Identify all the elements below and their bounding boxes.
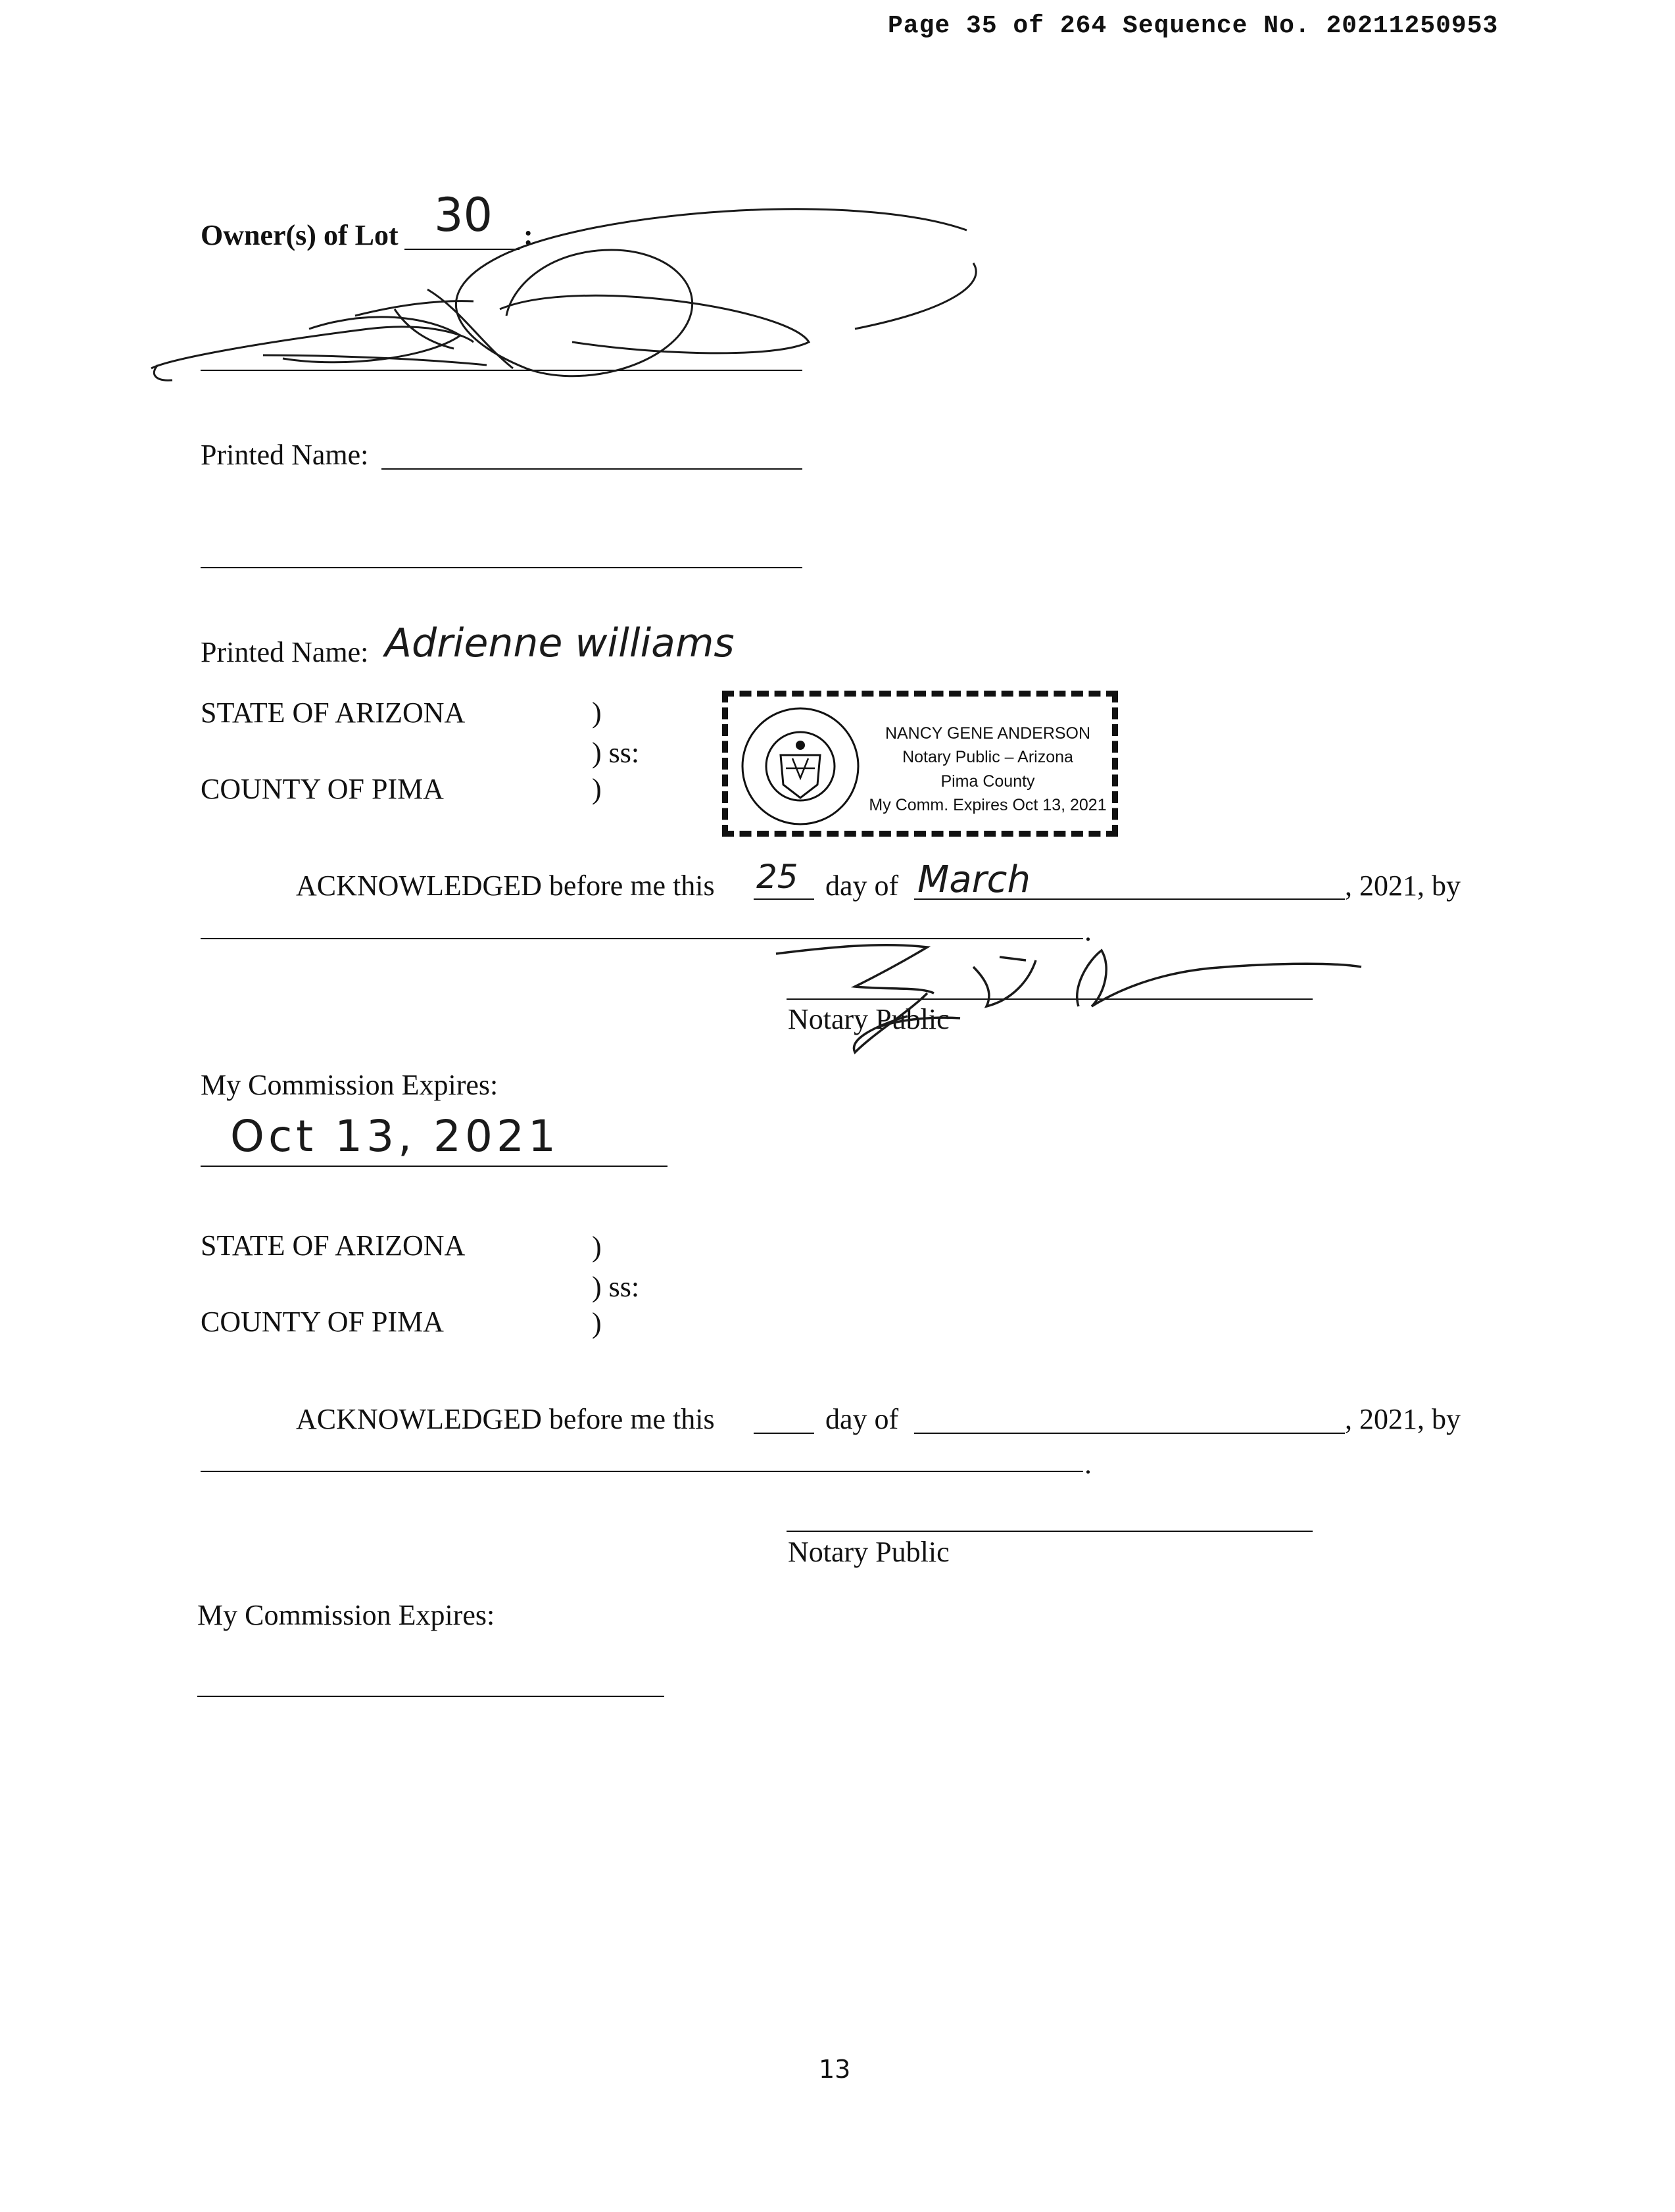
stamp-county: Pima County	[940, 772, 1035, 791]
day-value-handwritten: 25	[756, 858, 798, 896]
month-value-handwritten: March	[917, 858, 1031, 901]
page-header: Page 35 of 264 Sequence No. 20211250953	[888, 12, 1499, 40]
day-of-label-2: day of	[825, 1403, 899, 1435]
printed-name-label-2: Printed Name:	[201, 636, 369, 668]
lot-number-handwritten: 30	[434, 188, 493, 242]
day-line-2	[754, 1433, 814, 1434]
state-label-1: STATE OF ARIZONA	[201, 697, 466, 729]
period-1: .	[1084, 915, 1092, 947]
owner-lot-colon: :	[523, 219, 533, 251]
state-label-2: STATE OF ARIZONA	[201, 1229, 466, 1262]
page-number: 13	[819, 2055, 851, 2084]
notary-signature-line-2	[787, 1531, 1313, 1532]
commission-label-1: My Commission Expires:	[201, 1069, 498, 1101]
year-by-1: , 2021, by	[1345, 870, 1461, 902]
month-line-2	[914, 1433, 1345, 1434]
paren-bottom-2: )	[592, 1307, 602, 1339]
notary-public-label-1: Notary Public	[788, 1003, 950, 1035]
ss-label-2: ) ss:	[592, 1271, 640, 1303]
commission-value-handwritten: Oct 13, 2021	[230, 1111, 560, 1162]
owner-lot-label: Owner(s) of Lot	[201, 219, 399, 251]
year-by-2: , 2021, by	[1345, 1403, 1461, 1435]
period-2: .	[1084, 1448, 1092, 1480]
acknowledged-by-line-2	[201, 1471, 1083, 1472]
commission-label-2: My Commission Expires:	[197, 1599, 495, 1631]
commission-line-2	[197, 1696, 664, 1697]
paren-top-2: )	[592, 1231, 602, 1263]
printed-name-label-1: Printed Name:	[201, 439, 369, 471]
stamp-notary-name: NANCY GENE ANDERSON	[885, 724, 1091, 743]
ack-prefix-1: ACKNOWLEDGED before me this	[296, 870, 715, 902]
notary-public-label-2: Notary Public	[788, 1536, 950, 1568]
day-of-label-1: day of	[825, 870, 899, 902]
printed-name-handwritten: Adrienne williams	[385, 620, 735, 666]
paren-bottom-1: )	[592, 773, 602, 805]
stamp-notary-title: Notary Public – Arizona	[902, 748, 1073, 767]
ss-label-1: ) ss:	[592, 737, 640, 769]
paren-top-1: )	[592, 697, 602, 729]
county-label-1: COUNTY OF PIMA	[201, 773, 444, 805]
commission-line-1	[201, 1166, 668, 1167]
ack-prefix-2: ACKNOWLEDGED before me this	[296, 1403, 715, 1435]
county-label-2: COUNTY OF PIMA	[201, 1306, 444, 1338]
stamp-expires: My Comm. Expires Oct 13, 2021	[869, 795, 1107, 814]
